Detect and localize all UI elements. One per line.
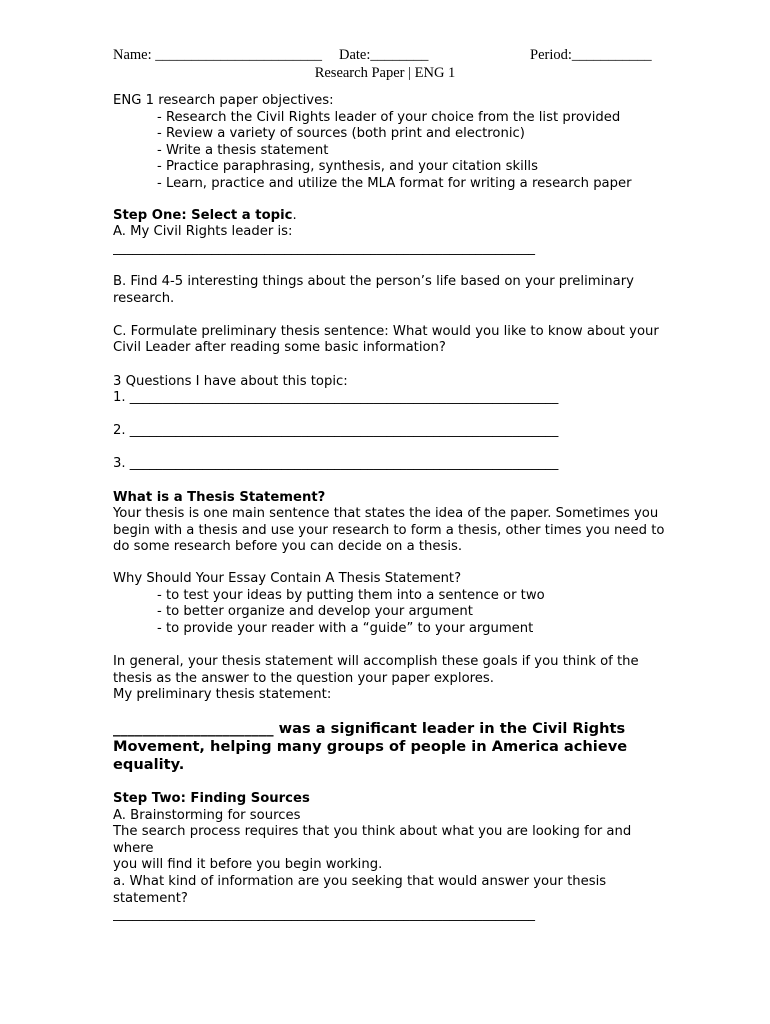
my-thesis-label: My preliminary thesis statement: xyxy=(113,687,332,703)
objectives-list xyxy=(113,110,673,193)
objectives-heading: ENG 1 research paper objectives: xyxy=(113,93,334,108)
step-two-sub: A. Brainstorming for sources xyxy=(113,807,301,823)
questions-heading: 3 Questions I have about this topic: xyxy=(113,373,348,389)
thesis-general: In general, your thesis statement will accomplish these goals if you think of the thesis as the answer to the question your paper explores. xyxy=(113,654,639,686)
period-field[interactable]: Period:___________ xyxy=(530,47,652,63)
name-field[interactable]: Name: _______________________ xyxy=(113,47,323,63)
thesis-statement-text: was a significant leader in the Civil Rights Movement, helping many groups of people in America achieve equality. xyxy=(113,720,628,774)
date-field[interactable]: Date:________ xyxy=(339,47,429,63)
leader-answer-line[interactable]: ________________________________________________________________ xyxy=(113,240,535,256)
thesis-blank[interactable]: ______________________ xyxy=(113,720,274,738)
objective-item: - Learn, practice and utilize the MLA format for writing a research paper xyxy=(157,175,632,191)
search-process-cont: you will find it before you begin working. xyxy=(113,857,383,873)
find-prompt: B. Find 4-5 interesting things about the person’s life based on your preliminary research. xyxy=(113,273,634,306)
step-one-title: Step One: Select a topic xyxy=(113,207,293,223)
objective-item: - Review a variety of sources (both print and electronic) xyxy=(157,126,525,142)
document-subtitle: Research Paper | ENG 1 xyxy=(314,65,456,81)
why-list xyxy=(113,588,673,638)
thesis-statement xyxy=(113,720,673,774)
objective-item: - Research the Civil Rights leader of your choice from the list provided xyxy=(157,109,621,125)
search-process: The search process requires that you think about what you are looking for and where xyxy=(113,824,632,856)
thesis-definition: Your thesis is one main sentence that states the idea of the paper. Sometimes you begin with a thesis and use your research to form a thesis, other times you need to do some research before you can decide on a thesis. xyxy=(113,506,665,555)
why-item: - to provide your reader with a “guide” to your argument xyxy=(157,620,534,636)
why-heading: Why Should Your Essay Contain A Thesis Statement? xyxy=(113,571,462,587)
leader-prompt: A. My Civil Rights leader is: xyxy=(113,224,293,240)
step-two-heading: Step Two: Finding Sources xyxy=(113,790,310,806)
question-line-1[interactable]: 1. _________________________________________________________________ xyxy=(113,390,559,406)
formulate-prompt: C. Formulate preliminary thesis sentence: What would you like to know about your Civil Leader after reading some basic information? xyxy=(113,323,659,356)
worksheet-body xyxy=(113,93,673,924)
thesis-heading: What is a Thesis Statement? xyxy=(113,489,326,505)
question-line-3[interactable]: 3. _________________________________________________________________ xyxy=(113,456,559,472)
question-a: a. What kind of information are you seeking that would answer your thesis statement? xyxy=(113,873,607,906)
why-item: - to test your ideas by putting them into a sentence or two xyxy=(157,587,545,603)
why-item: - to better organize and develop your argument xyxy=(157,604,473,620)
step-one-title-period: . xyxy=(292,207,297,223)
objective-item: - Practice paraphrasing, synthesis, and your citation skills xyxy=(157,159,538,175)
objective-item: - Write a thesis statement xyxy=(157,142,329,158)
question-line-2[interactable]: 2. _________________________________________________________________ xyxy=(113,423,559,439)
question-a-answer-line[interactable]: ________________________________________________________________ xyxy=(113,907,535,923)
step-one-heading xyxy=(113,208,673,225)
